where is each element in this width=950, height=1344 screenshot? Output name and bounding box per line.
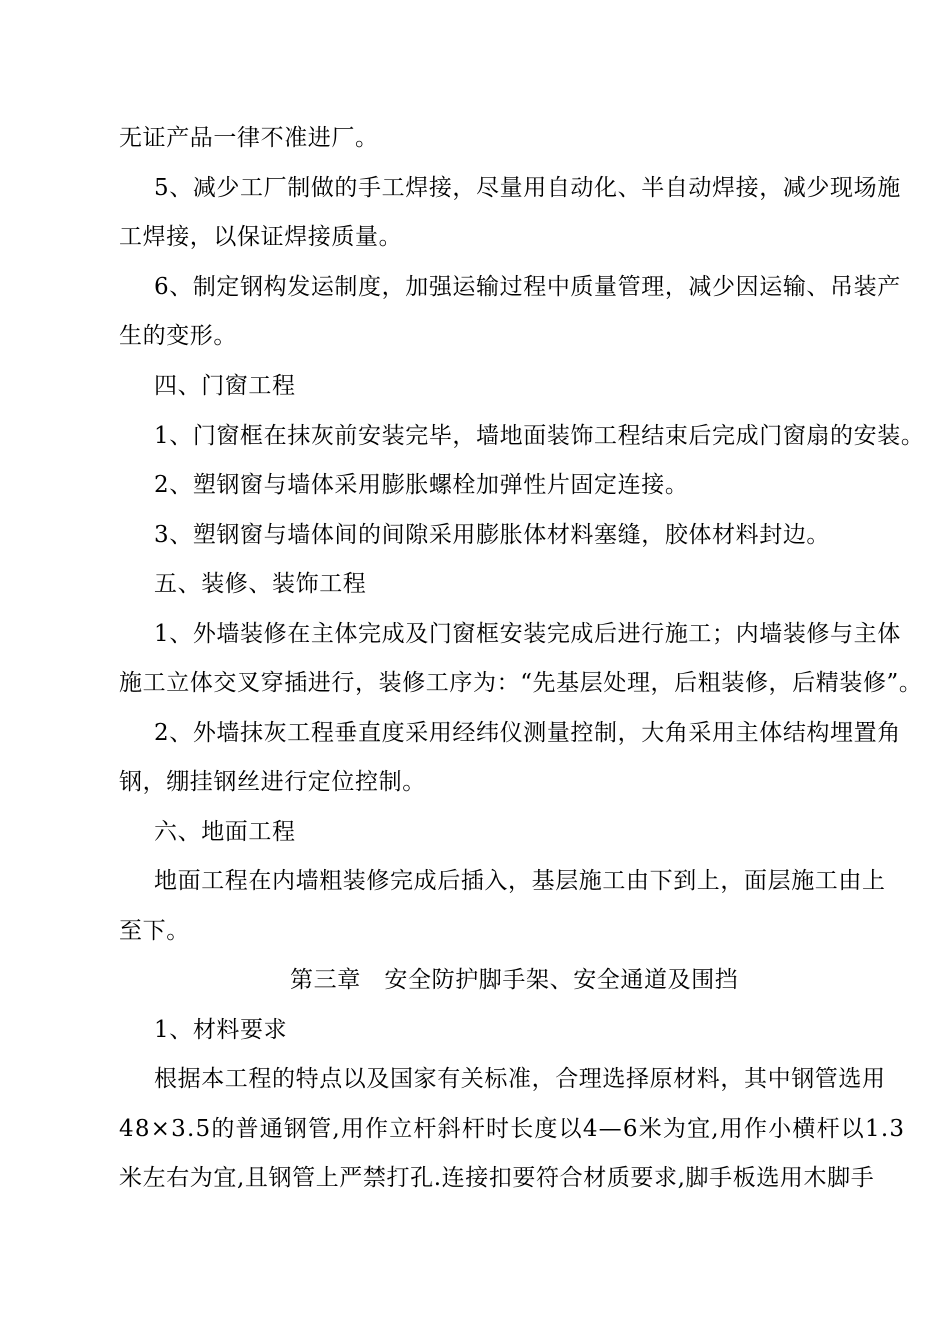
- section-heading: 六、地面工程: [154, 819, 296, 845]
- chapter-heading: 第三章 安全防护脚手架、安全通道及围挡: [290, 967, 739, 993]
- paragraph-line: 48×3.5的普通钢管,用作立杆斜杆时长度以4—6米为宜,用作小横杆以1.3: [119, 1116, 906, 1142]
- paragraph-line: 1、门窗框在抹灰前安装完毕，墙地面装饰工程结束后完成门窗扇的安装。: [154, 423, 925, 449]
- paragraph-line: 无证产品一律不准进厂。: [119, 125, 379, 151]
- paragraph-line: 工焊接，以保证焊接质量。: [119, 224, 403, 250]
- paragraph-line: 地面工程在内墙粗装修完成后插入，基层施工由下到上，面层施工由上: [154, 868, 886, 894]
- paragraph-line: 1、外墙装修在主体完成及门窗框安装完成后进行施工；内墙装修与主体: [154, 621, 901, 647]
- section-heading: 四、门窗工程: [154, 373, 296, 399]
- paragraph-line: 根据本工程的特点以及国家有关标准，合理选择原材料，其中钢管选用: [154, 1066, 886, 1092]
- paragraph-line: 施工立体交叉穿插进行，装修工序为：“先基层处理，后粗装修，后精装修”。: [119, 670, 923, 696]
- paragraph-line: 2、外墙抹灰工程垂直度采用经纬仪测量控制，大角采用主体结构埋置角: [154, 720, 901, 746]
- paragraph-line: 钢，绷挂钢丝进行定位控制。: [119, 769, 426, 795]
- paragraph-line: 生的变形。: [119, 323, 237, 349]
- section-heading: 1、材料要求: [154, 1017, 288, 1043]
- paragraph-line: 米左右为宜,且钢管上严禁打孔.连接扣要符合材质要求,脚手板选用木脚手: [119, 1165, 875, 1191]
- paragraph-line: 2、塑钢窗与墙体采用膨胀螺栓加弹性片固定连接。: [154, 472, 689, 498]
- paragraph-line: 3、塑钢窗与墙体间的间隙采用膨胀体材料塞缝，胶体材料封边。: [154, 522, 831, 548]
- section-heading: 五、装修、装饰工程: [154, 571, 367, 597]
- paragraph-line: 6、制定钢构发运制度，加强运输过程中质量管理，减少因运输、吊装产: [154, 274, 901, 300]
- paragraph-line: 5、减少工厂制做的手工焊接，尽量用自动化、半自动焊接，减少现场施: [154, 175, 901, 201]
- paragraph-line: 至下。: [119, 918, 190, 944]
